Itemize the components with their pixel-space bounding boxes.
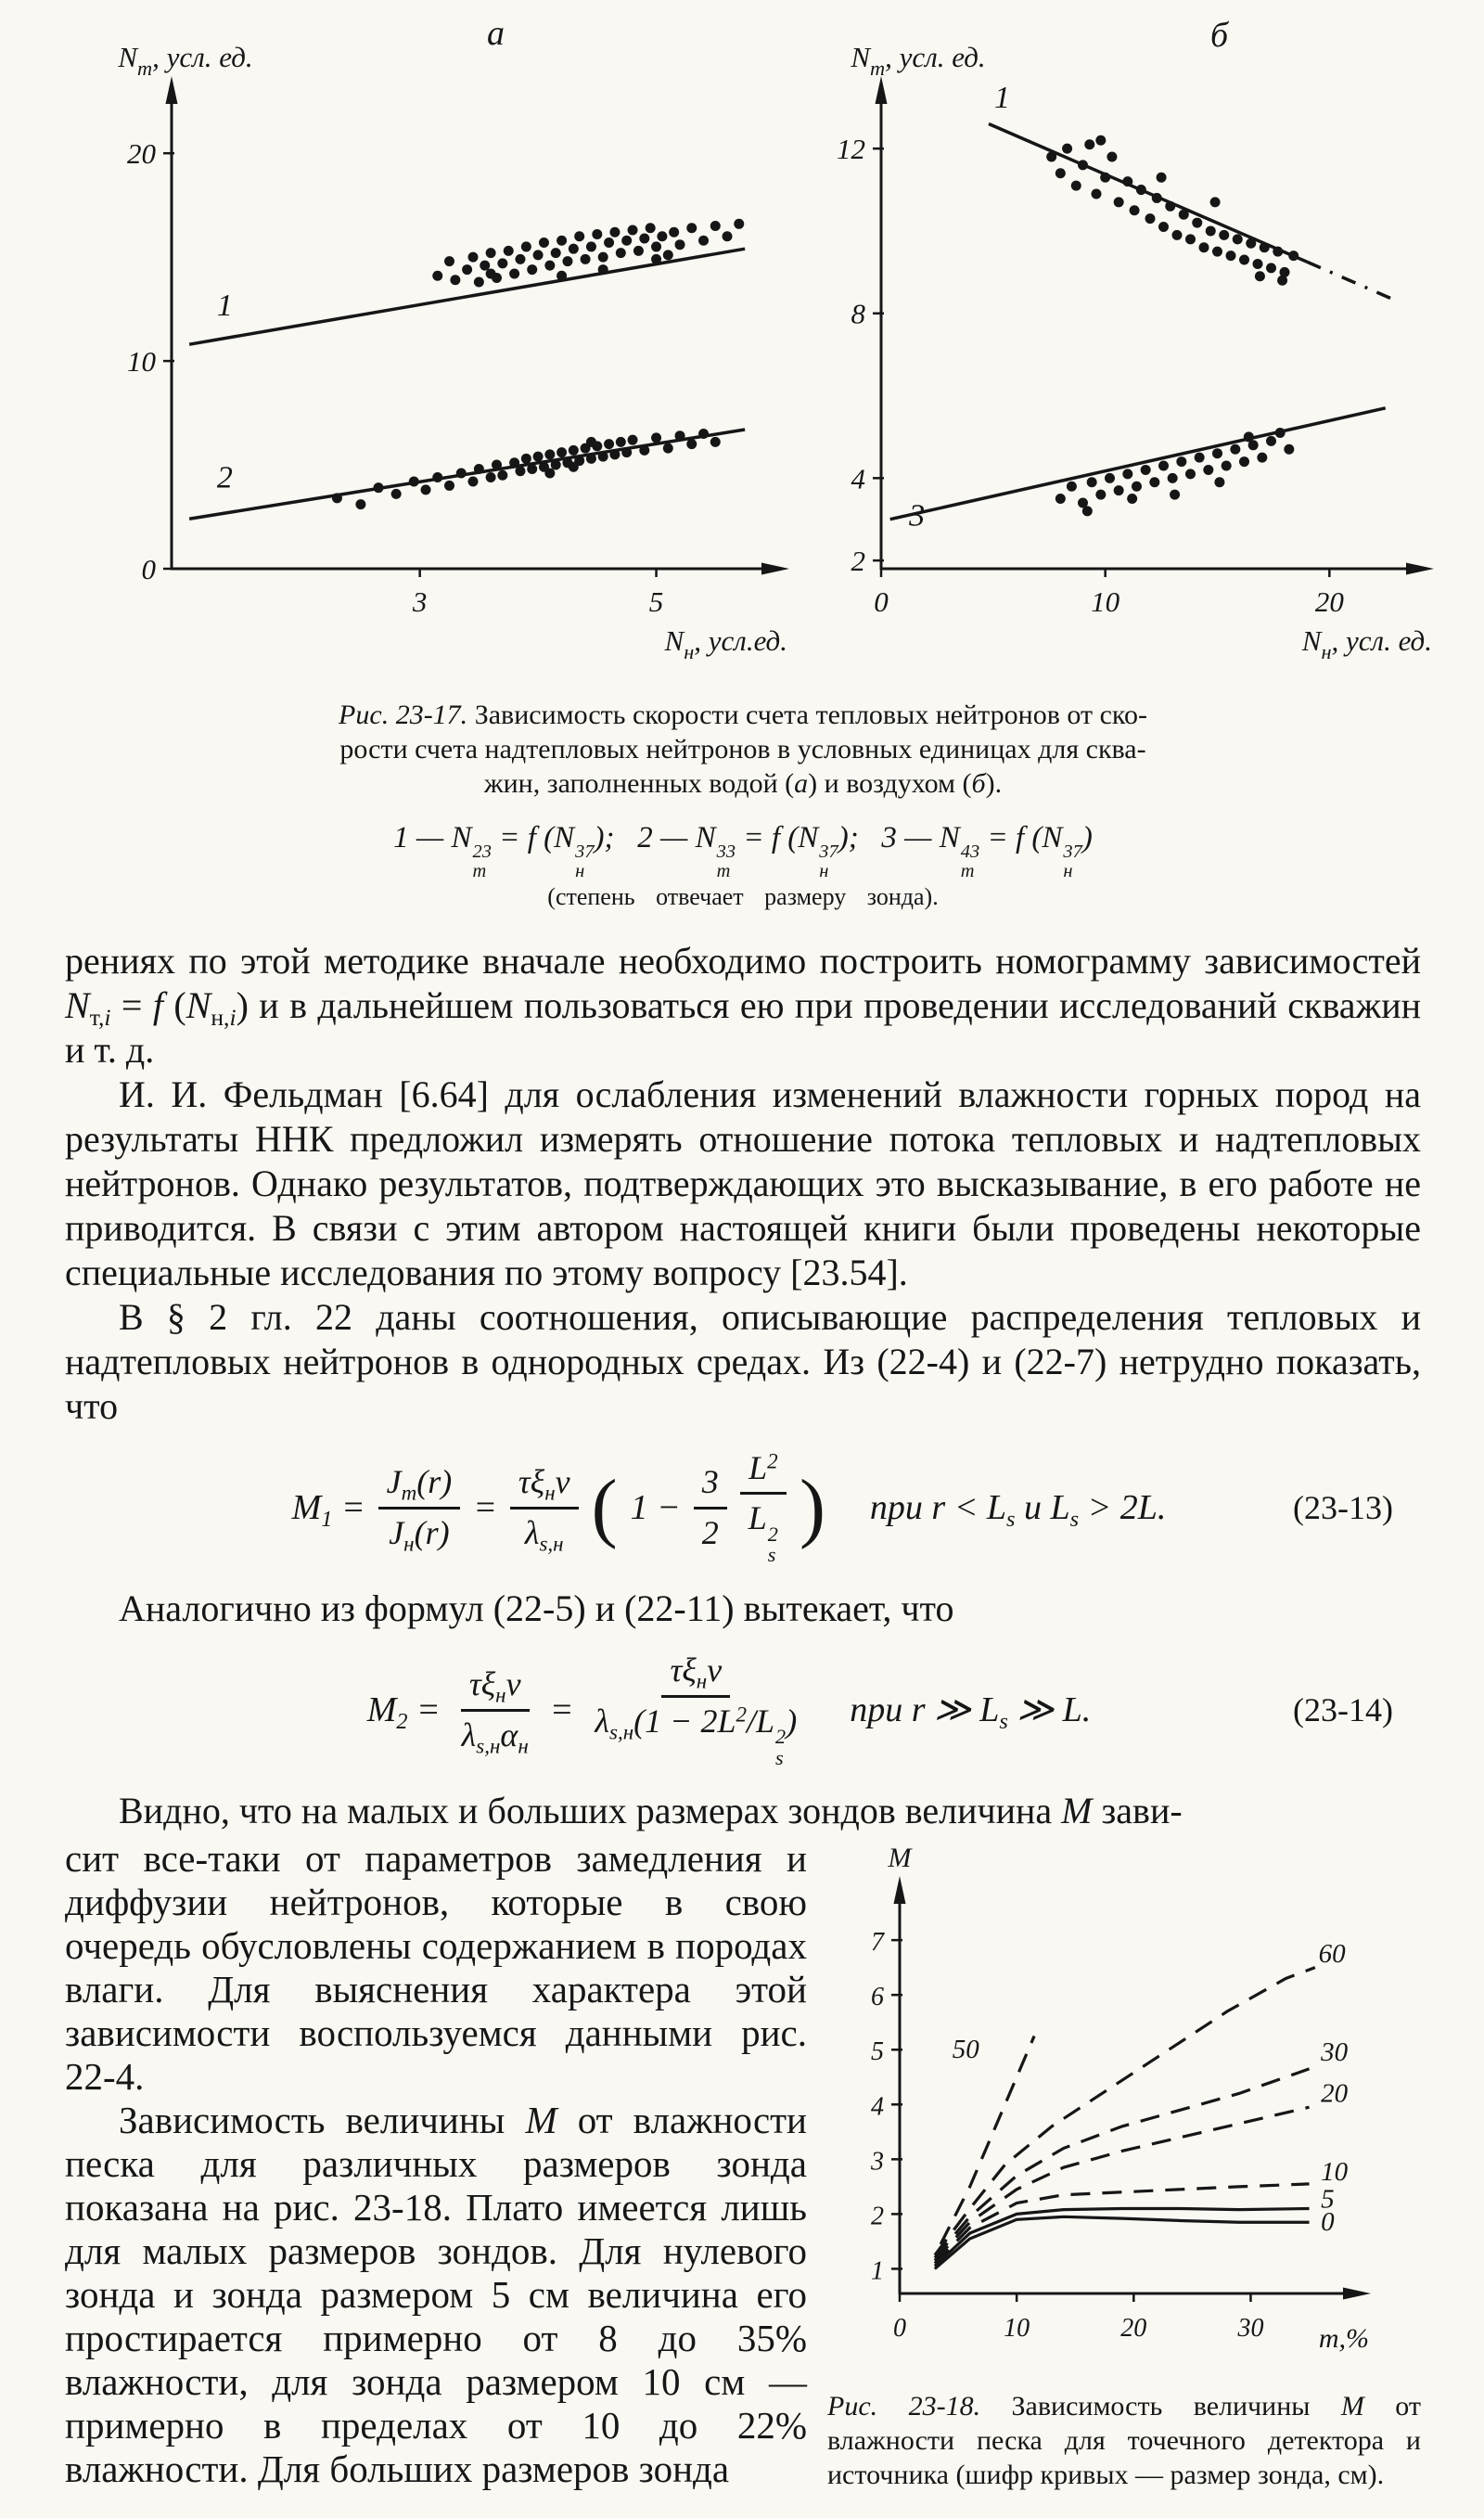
svg-text:6: 6 (871, 1983, 884, 2012)
equals-sign: = (473, 1488, 497, 1528)
svg-text:0: 0 (874, 585, 889, 618)
svg-text:5: 5 (1321, 2184, 1335, 2215)
svg-text:8: 8 (851, 297, 865, 330)
svg-text:20: 20 (127, 137, 156, 171)
svg-text:0: 0 (893, 2314, 906, 2344)
paragraph-2: И. И. Фельдман [6.64] для ослабления изменений влажности горных пород на результаты ННК предложил измерять отношение потока тепловых и надтепловых нейтронов. Однако результатов, подтверждающих это высказывание, в его работе не приводится. В связи с этим автором настоящей книги были проведены некоторые специальные исследования по этому вопросу [23.54]. (65, 1073, 1421, 1293)
curve-key-formula: 1 — N 23 т = f (N 37 н ); 2 — N 33 т = f (N 37 н ); 3 — N 43 т = f (N 37 н ) (393, 821, 1093, 882)
scatter-chart-23-17a (65, 17, 798, 675)
fraction-denominator: L 2 s (748, 1499, 778, 1567)
eq-lhs: $M_1$ = (291, 1488, 365, 1532)
svg-text:10: 10 (1321, 2157, 1349, 2188)
caption-line: Рис. 23-17. Зависимость скорости счета тепловых нейтронов от ско- (339, 700, 1147, 730)
svg-text:1: 1 (871, 2256, 884, 2286)
svg-text:Nт, усл. ед.: $N_т$, усл. ед. (851, 41, 986, 80)
fraction (378, 1463, 461, 1555)
fraction-numerator: $\tau\xi_нv$ (461, 1665, 530, 1711)
paragraph-7: Зависимость величины М от влажности песка для различных размеров зонда показана на рис. 23-18. Плато имеется лишь для малых размеров зондов. Для нулевого зонда и зонда размером 5 см величина его простирается примерно от 8 до 35% влажности, для зонда размером 10 см — примерно в пределах от 10 до 22% влажности. Для больших размеров зонда (65, 2099, 807, 2491)
svg-text:0: 0 (141, 553, 156, 585)
caption-line: рости счета надтепловых нейтронов в условных единицах для сква- (339, 734, 1146, 764)
fraction-denominator: $\lambda_{s,н}\alpha_н$ (461, 1715, 529, 1758)
fraction-denominator: $\lambda_{s,н}$ (524, 1513, 564, 1555)
open-paren: ( (591, 1464, 618, 1551)
svg-text:30: 30 (1321, 2037, 1349, 2068)
eq-condition: при r ≫ $L_s$ ≫ L. (850, 1690, 1092, 1734)
svg-text:1: 1 (216, 288, 233, 323)
equation-23-14 (65, 1651, 1393, 1768)
fraction-denominator: 2 (701, 1513, 719, 1551)
body-text (65, 939, 1421, 2492)
svg-text:7: 7 (871, 1928, 884, 1958)
svg-text:Nт, усл. ед.: $N_т$, усл. ед. (118, 41, 253, 80)
figure-caption-23-18: Рис. 23-18. Зависимость величины М от влажности песка для точечного детектора и источника (шифр кривых — размер зонда, см). (827, 2391, 1421, 2491)
equals-sign: = (549, 1690, 574, 1730)
paragraph-4: Аналогично из формул (22-5) и (22-11) вытекает, что (119, 1587, 954, 1630)
svg-text:0: 0 (1321, 2207, 1335, 2238)
svg-text:3: 3 (412, 585, 428, 618)
svg-text:М: М (888, 1846, 912, 1874)
eq-condition: при $r < L_s$ и $L_s > 2L$. (869, 1488, 1167, 1532)
panel-label-a: а (487, 14, 505, 53)
two-column-section (65, 1837, 1421, 2492)
svg-text:60: 60 (1318, 1939, 1346, 1970)
svg-text:50: 50 (952, 2035, 979, 2065)
equation-number: (23-14) (1293, 1691, 1393, 1729)
scatter-chart-23-17b (798, 17, 1447, 675)
text-column (65, 698, 1421, 2492)
svg-text:2: 2 (851, 545, 865, 578)
panel-label-b: б (1210, 16, 1229, 55)
equation-number: (23-13) (1293, 1489, 1393, 1527)
svg-text:Nн, усл.ед.: $N_н$, усл.ед. (664, 624, 787, 663)
line-chart-23-18 (827, 1846, 1421, 2366)
paragraph-1: рениях по этой методике вначале необходимо построить номограмму зависимостей $N_{т,i} = f$ $(N_{н,i})$ и в дальнейшем пользоваться ею при проведении исследований скважин и т. д. (65, 939, 1421, 1071)
equation-23-13 (65, 1449, 1393, 1566)
svg-text:12: 12 (837, 133, 865, 166)
svg-text:2: 2 (871, 2202, 884, 2231)
svg-text:20: 20 (1120, 2314, 1147, 2344)
fraction (510, 1463, 579, 1555)
svg-text:10: 10 (127, 345, 156, 379)
svg-text:m,%: m,% (1318, 2323, 1369, 2355)
close-paren: ) (799, 1464, 825, 1551)
svg-text:Nн, усл. ед.: $N_н$, усл. ед. (1301, 624, 1432, 663)
svg-text:5: 5 (871, 2037, 884, 2067)
figure-23-18 (827, 1837, 1421, 2492)
svg-text:1: 1 (994, 80, 1010, 115)
fraction (586, 1651, 805, 1768)
svg-text:20: 20 (1321, 2078, 1349, 2109)
svg-text:4: 4 (851, 462, 865, 495)
svg-text:2: 2 (216, 460, 233, 495)
fraction-numerator: $\tau\xi_нv$ (661, 1651, 730, 1697)
svg-text:3: 3 (871, 2147, 884, 2177)
eq-term: 1 − (630, 1488, 681, 1528)
svg-text:4: 4 (871, 2092, 884, 2122)
figure-caption-23-17 (210, 698, 1276, 801)
fraction (454, 1665, 537, 1758)
fraction-numerator: $L^2$ (740, 1449, 787, 1495)
left-text-column (65, 1837, 807, 2492)
paragraph-5: Видно, что на малых и больших размерах зондов величина М зави- (119, 1790, 1183, 1832)
caption-line: жин, заполненных водой (а) и воздухом (б). (483, 768, 1003, 799)
svg-text:5: 5 (648, 585, 664, 618)
svg-text:10: 10 (1091, 585, 1120, 618)
fraction-numerator: $\tau\xi_нv$ (510, 1463, 579, 1509)
eq-lhs: $M_2$ = (366, 1690, 441, 1734)
fraction (694, 1463, 727, 1552)
paragraph-3: В § 2 гл. 22 даны соотношения, описывающие распределения тепловых и надтепловых нейтронов в однородных средах. Из (22-4) и (22-7) нетрудно показать, что (65, 1295, 1421, 1427)
paragraph-6: сит все-таки от параметров замедления и диффузии нейтронов, которые в свою очередь обусловлены содержанием в породах влаги. Для выяснения характера этой зависимости воспользуемся данными рис. 22-4. (65, 1837, 807, 2099)
fraction (740, 1449, 787, 1566)
svg-text:3: 3 (909, 498, 926, 533)
fraction-denominator: $\lambda_{s,н}(1 - 2L^2/L$ 2 s ) (595, 1702, 798, 1769)
fraction-denominator: $J_н(r)$ (389, 1513, 450, 1555)
fraction-numerator: $J_т(r)$ (378, 1463, 461, 1509)
svg-text:20: 20 (1314, 585, 1344, 618)
svg-text:10: 10 (1004, 2314, 1030, 2344)
curve-key-note: (степень отвечает размеру зонда). (547, 882, 939, 910)
fraction-numerator: 3 (694, 1463, 727, 1509)
svg-text:30: 30 (1237, 2314, 1264, 2344)
